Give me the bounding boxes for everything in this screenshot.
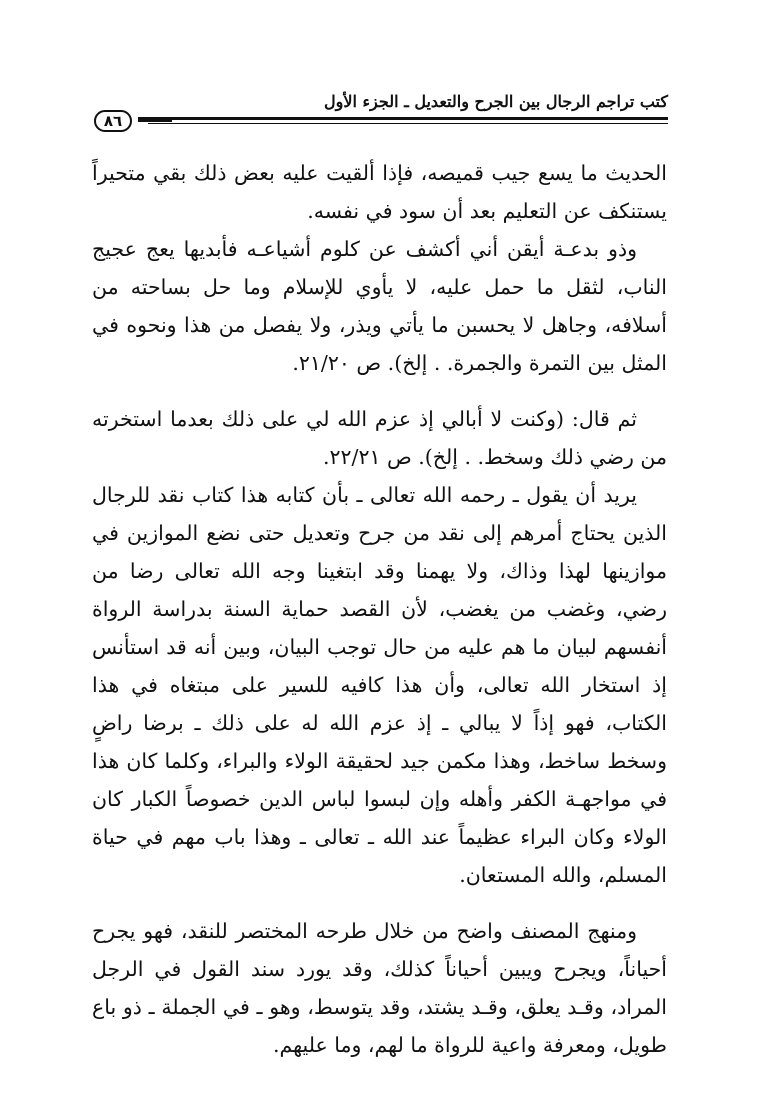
page-header	[88, 82, 668, 138]
paragraph-3: ثم قال: (وكنت لا أبالي إذ عزم الله لي على ذلك بعدما استخرته من رضي ذلك وسخط. . إلخ). ص ٢٢/٢١.	[92, 407, 667, 469]
page-number-badge	[88, 110, 138, 132]
body-text	[92, 154, 667, 1064]
page-number: ٨٦	[94, 110, 132, 132]
paragraph-spacer	[92, 894, 667, 912]
paragraph-spacer	[92, 382, 667, 400]
paragraph-1: الحديث ما يسع جيب قميصه، فإذا ألقيت عليه بعض ذلك بقي متحيراً يستنكف عن التعليم بعد أن سود في نفسه.	[92, 161, 667, 223]
paragraph-5: ومنهج المصنف واضح من خلال طرحه المختصر للنقد، فهو يجرح أحياناً، ويجرح ويبين أحياناً كذلك، وقد يورد سند القول في الرجل المراد، وقـد يعلق، وقـد يشتد، وقد يتوسط، وهو ـ في الجملة ـ ذو باع طويل، ومعرفة واعية للرواة ما لهم، وما عليهم.	[92, 919, 667, 1057]
paragraph-4: يريد أن يقول ـ رحمه الله تعالى ـ بأن كتابه هذا كتاب نقد للرجال الذين يحتاج أمرهم إلى نقد من جرح وتعديل حتى نضع الموازين في موازينها لهذا وذاك، ولا يهمنا وقد ابتغينا وجه الله تعالى رضا من رضي، وغضب من يغضب، لأن القصد حماية السنة بدراسة الرواة أنفسهم لبيان ما هم عليه من حال توجب البيان، وبين أنه قد استأنس إذ استخار الله تعالى، وأن هذا كافيه للسير على مبتغاه في هذا الكتاب، فهو إذاً لا يبالي ـ إذ عزم الله له على ذلك ـ برضا راضٍ وسخط ساخط، وهذا مكمن جيد لحقيقة الولاء والبراء، وكلما كان هذا في مواجهـة الكفر وأهله وإن لبسوا لباس الدين خصوصاً الكبار كان الولاء وكان البراء عظيماً عند الله ـ تعالى ـ وهذا باب مهم في حياة المسلم، والله المستعان.	[92, 483, 667, 887]
page-number-dash	[138, 119, 172, 122]
running-title: كتب تراجم الرجال بين الجرح والتعديل ـ الجزء الأول	[324, 92, 668, 111]
paragraph-2: وذو بدعـة أيقن أني أكشف عن كلوم أشياعـه فأبديها يعج عجيج الناب، لثقل ما حمل عليه، لا يأوي للإسلام وما حل بساحته من أسلافه، وجاهل لا يحسبن ما يأتي ويذر، ولا يفصل من هذا ونحوه في المثل بين التمرة والجمرة. . إلخ). ص ٢١/٢٠.	[92, 237, 667, 375]
header-rule-thin	[148, 123, 668, 124]
header-rule-thick	[88, 117, 668, 120]
